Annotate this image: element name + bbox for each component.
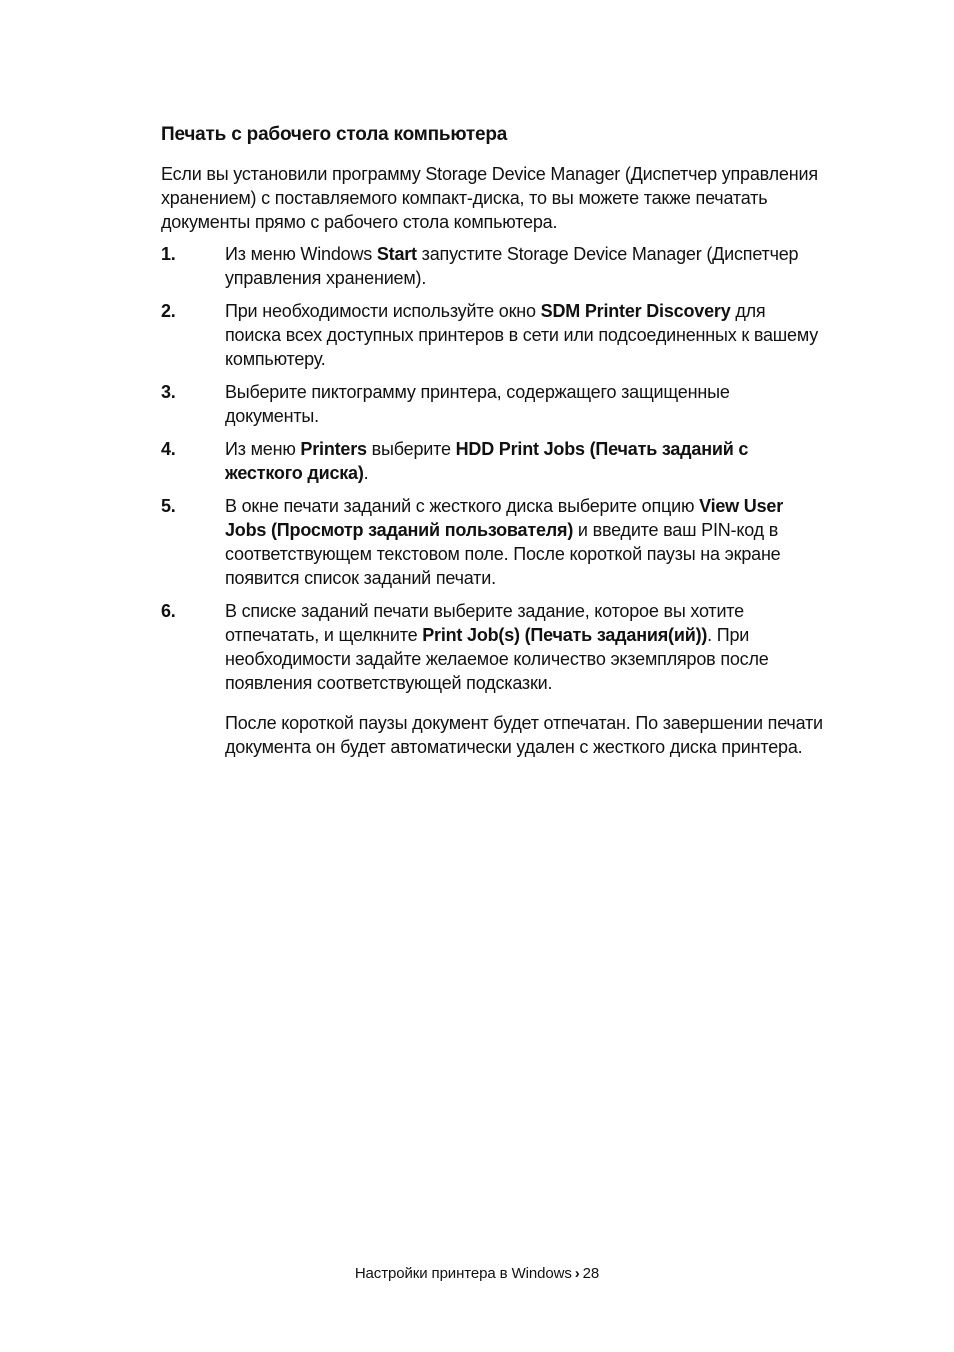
step-number: 4.	[161, 439, 176, 459]
step-item	[161, 380, 826, 428]
step-text-run: В списке заданий печати выберите задание, которое вы хотите отпечатать, и щелкните	[225, 601, 744, 645]
step-number: 3.	[161, 382, 176, 402]
step-text	[225, 380, 826, 428]
steps-list	[161, 242, 826, 695]
step-text-run: и введите ваш PIN-код в соответствующем текстовом поле. После короткой паузы на экране появится список заданий печати.	[225, 520, 781, 588]
step-emphasis: HDD Print Jobs (Печать заданий с жесткого диска)	[225, 439, 749, 483]
section-heading: Печать с рабочего стола компьютера	[161, 124, 508, 145]
step-number: 1.	[161, 244, 176, 264]
step-item	[161, 599, 826, 695]
footer-section-title: Настройки принтера в Windows	[354, 1265, 572, 1282]
note-paragraph: После короткой паузы документ будет отпечатан. По завершении печати документа он будет автоматически удален с жесткого диска принтера.	[225, 713, 823, 757]
step-text	[225, 299, 826, 371]
step-emphasis: View User Jobs (Просмотр заданий пользователя)	[225, 496, 784, 540]
step-item	[161, 437, 826, 485]
step-item	[161, 299, 826, 371]
step-number: 2.	[161, 301, 176, 321]
step-text-run: Из меню Windows	[225, 244, 377, 264]
step-text	[225, 437, 826, 485]
step-number: 6.	[161, 601, 176, 621]
step-text-run: Из меню	[225, 439, 301, 459]
step-number: 5.	[161, 496, 176, 516]
step-text-run: В окне печати заданий с жесткого диска выберите опцию	[225, 496, 700, 516]
step-text-run: При необходимости используйте окно	[225, 301, 541, 321]
step-emphasis: SDM Printer Discovery	[540, 301, 731, 321]
step-text-run: для поиска всех доступных принтеров в сети или подсоединенных к вашему компьютеру.	[225, 301, 819, 369]
step-text	[225, 494, 826, 590]
step-text-run: Выберите пиктограмму принтера, содержащего защищенные документы.	[225, 382, 730, 426]
step-text	[225, 599, 826, 695]
step-text-run: .	[363, 463, 369, 483]
step-emphasis: Print Job(s) (Печать задания(ий))	[422, 625, 708, 645]
intro-paragraph: Если вы установили программу Storage Device Manager (Диспетчер управления хранением) с поставляемого компакт-диска, то вы можете также печатать документы прямо с рабочего стола компьютера.	[161, 164, 818, 232]
step-text	[225, 242, 826, 290]
page-footer	[0, 1264, 954, 1284]
step-emphasis: Start	[376, 244, 417, 264]
step-item	[161, 494, 826, 590]
step-text-run: выберите	[366, 439, 456, 459]
step-item	[161, 242, 826, 290]
page-number: 28	[582, 1265, 600, 1282]
step-text-run: запустите Storage Device Manager (Диспетчер управления хранением).	[225, 244, 799, 288]
step-text-run: . При необходимости задайте желаемое количество экземпляров после появления соответствующей подсказки.	[225, 625, 769, 693]
step-emphasis: Printers	[300, 439, 367, 459]
footer-separator: ›	[574, 1265, 580, 1282]
main-content	[161, 122, 826, 759]
